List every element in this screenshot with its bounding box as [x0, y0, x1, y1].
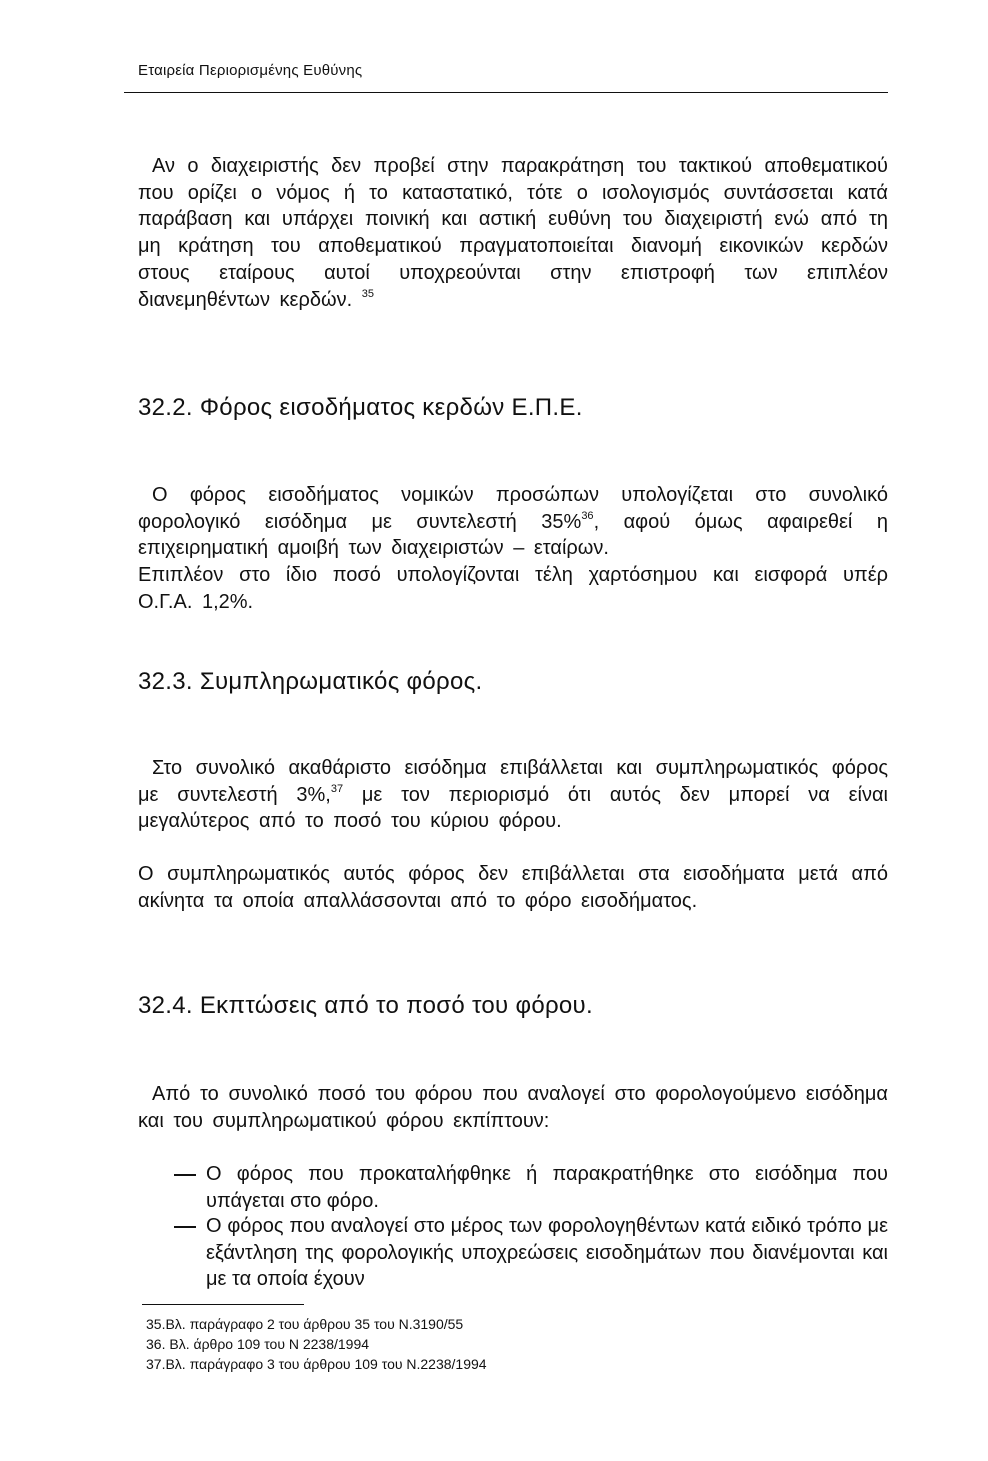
paragraph-deductions-intro — [138, 1081, 888, 1134]
footnote-35: 35.Βλ. παράγραφο 2 του άρθρου 35 του Ν.3190/55 — [146, 1316, 464, 1332]
paragraph-income-tax — [138, 482, 888, 562]
running-header: Εταιρεία Περιορισμένης Ευθύνης — [138, 62, 363, 79]
paragraph-stamp-duty: Επιπλέον στο ίδιο ποσό υπολογίζονται τέλη χαρτόσημου και εισφορά υπέρ Ο.Γ.Α. 1,2%. — [138, 564, 888, 613]
deduction-item-1 — [174, 1161, 888, 1214]
footnote-36: 36. Βλ. άρθρο 109 του Ν 2238/1994 — [146, 1336, 370, 1352]
dash-bullet — [174, 1226, 196, 1228]
footnote-37: 37.Βλ. παράγραφο 3 του άρθρου 109 του Ν.2238/1994 — [146, 1356, 487, 1372]
heading-32-2: 32.2. Φόρος εισοδήματος κερδών Ε.Π.Ε. — [138, 394, 583, 421]
supplementary-tax-text-a: Στο συνολικό ακαθάριστο εισόδημα επιβάλλεται και συμπληρωματικός φόρος με συντελεστή 3%, — [138, 757, 888, 806]
deduction-item-1-text: Ο φόρος που προκαταλήφθηκε ή παρακρατήθηκε στο εισόδημα που υπάγεται στο φόρο. — [206, 1163, 888, 1212]
header-rule — [124, 92, 888, 93]
paragraph-supplementary-exemption: Ο συμπληρωματικός αυτός φόρος δεν επιβάλλεται στα εισοδήματα μετά από ακίνητα τα οποία απαλλάσσονται από το φόρο εισοδήματος. — [138, 863, 888, 912]
footnote-ref-37: 37 — [330, 782, 344, 795]
paragraph-reserve — [138, 153, 888, 313]
deduction-item-2-text: Ο φόρος που αναλογεί στο μέρος των φορολογηθέντων κατά ειδικό τρόπο με εξάντληση της φορολογικής υποχρεώσεις εισοδημάτων που διανέμονται και με τα οποία έχουν — [206, 1215, 888, 1291]
income-tax-text-a: Ο φόρος εισοδήματος νομικών προσώπων υπολογίζεται στο συνολικό φορολογικό εισόδημα με συντελεστή 35% — [138, 484, 888, 533]
heading-32-3: 32.3. Συμπληρωματικός φόρος. — [138, 668, 483, 695]
footnotes — [146, 1314, 487, 1374]
paragraph-reserve-text: Αν ο διαχειριστής δεν προβεί στην παρακράτηση του τακτικού αποθεματικού που ορίζει ο νόμος ή το καταστατικό, τότε ο ισολογισμός συντάσσεται κατά παράβαση και υπάρχει ποινική και αστική ευθύνη του διαχειριστή ενώ από τη μη κράτηση του αποθεματικού πραγματοποιείται διανομή εικονικών κερδών στους εταίρους αυτοί υποχρεούνται στην επιστροφή των επιπλέον διανεμηθέντων κερδών. — [138, 155, 888, 311]
footnote-ref-35: 35 — [361, 287, 374, 300]
income-tax-text-b: , αφού όμως αφαιρεθεί η επιχειρηματική αμοιβή των διαχειριστών – εταίρων. — [138, 510, 888, 560]
deduction-item-2 — [174, 1213, 888, 1293]
footnote-ref-36: 36 — [581, 509, 594, 522]
supplementary-tax-text-b: με τον περιορισμό ότι αυτός δεν μπορεί να είναι μεγαλύτερος από το ποσό του κύριου φόρου. — [138, 783, 888, 833]
deductions-intro-text: Από το συνολικό ποσό του φόρου που αναλογεί στο φορολογούμενο εισόδημα και του συμπληρωματικού φόρου εκπίπτουν: — [138, 1083, 888, 1132]
paragraph-supplementary-tax — [138, 755, 888, 835]
dash-bullet — [174, 1174, 196, 1176]
footnote-rule — [142, 1304, 304, 1305]
heading-32-4: 32.4. Εκπτώσεις από το ποσό του φόρου. — [138, 992, 593, 1019]
